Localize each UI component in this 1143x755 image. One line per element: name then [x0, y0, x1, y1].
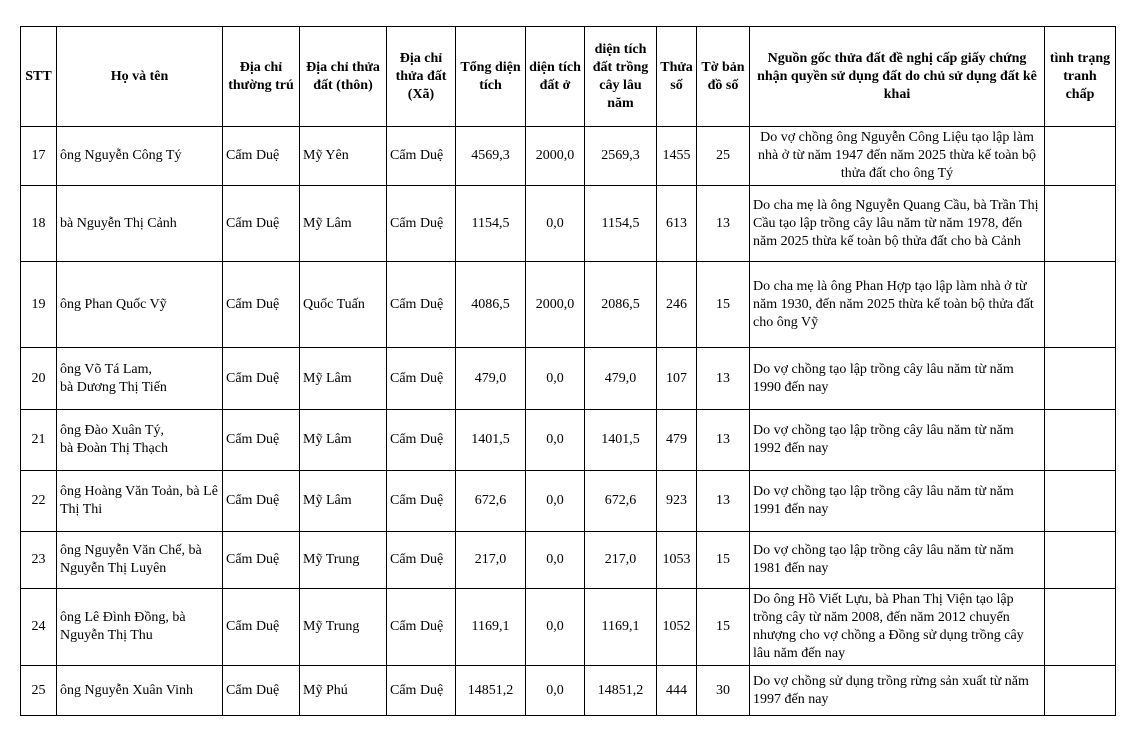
cell-total-area: 217,0: [456, 532, 526, 589]
cell-dispute: [1045, 262, 1116, 348]
cell-map-sheet: 13: [697, 348, 750, 410]
cell-stt: 19: [21, 262, 57, 348]
cell-plot-commune: Cẩm Duệ: [387, 262, 456, 348]
cell-stt: 24: [21, 589, 57, 666]
cell-dispute: [1045, 186, 1116, 262]
land-registration-table: [20, 26, 1116, 716]
cell-plot-number: 444: [657, 666, 697, 716]
cell-name: ông Phan Quốc Vỹ: [57, 262, 223, 348]
cell-residential-area: 0,0: [526, 666, 585, 716]
cell-perennial-area: 2086,5: [585, 262, 657, 348]
cell-total-area: 14851,2: [456, 666, 526, 716]
header-dispute: tình trạng tranh chấp: [1045, 27, 1116, 127]
table-row: [21, 262, 1116, 348]
cell-dispute: [1045, 666, 1116, 716]
cell-dispute: [1045, 348, 1116, 410]
cell-plot-commune: Cẩm Duệ: [387, 410, 456, 471]
cell-dispute: [1045, 471, 1116, 532]
cell-name: ông Nguyễn Văn Chế, bà Nguyễn Thị Luyên: [57, 532, 223, 589]
cell-name: ông Lê Đình Đồng, bà Nguyễn Thị Thu: [57, 589, 223, 666]
cell-plot-village: Mỹ Lâm: [300, 471, 387, 532]
cell-perennial-area: 2569,3: [585, 127, 657, 186]
cell-origin: Do vợ chồng tạo lập trồng cây lâu năm từ năm 1990 đến nay: [750, 348, 1045, 410]
header-perennial-area: diện tích đất trồng cây lâu năm: [585, 27, 657, 127]
cell-dispute: [1045, 410, 1116, 471]
cell-perennial-area: 217,0: [585, 532, 657, 589]
cell-map-sheet: 13: [697, 410, 750, 471]
cell-total-area: 1154,5: [456, 186, 526, 262]
table-row: [21, 532, 1116, 589]
header-total-area: Tổng diện tích: [456, 27, 526, 127]
cell-residence: Cẩm Duệ: [223, 262, 300, 348]
cell-residential-area: 0,0: [526, 186, 585, 262]
cell-perennial-area: 479,0: [585, 348, 657, 410]
cell-residential-area: 0,0: [526, 410, 585, 471]
cell-name: ông Đào Xuân Tý, bà Đoàn Thị Thạch: [57, 410, 223, 471]
cell-plot-number: 246: [657, 262, 697, 348]
cell-plot-number: 1053: [657, 532, 697, 589]
cell-origin: Do vợ chồng tạo lập trồng cây lâu năm từ năm 1981 đến nay: [750, 532, 1045, 589]
cell-residential-area: 0,0: [526, 532, 585, 589]
cell-residence: Cẩm Duệ: [223, 589, 300, 666]
cell-stt: 20: [21, 348, 57, 410]
cell-residence: Cẩm Duệ: [223, 410, 300, 471]
cell-stt: 21: [21, 410, 57, 471]
cell-residential-area: 0,0: [526, 348, 585, 410]
cell-plot-village: Mỹ Lâm: [300, 348, 387, 410]
cell-map-sheet: 30: [697, 666, 750, 716]
cell-stt: 23: [21, 532, 57, 589]
cell-plot-village: Mỹ Lâm: [300, 410, 387, 471]
cell-total-area: 1401,5: [456, 410, 526, 471]
cell-total-area: 479,0: [456, 348, 526, 410]
cell-map-sheet: 15: [697, 589, 750, 666]
cell-plot-commune: Cẩm Duệ: [387, 127, 456, 186]
cell-plot-commune: Cẩm Duệ: [387, 589, 456, 666]
cell-name: ông Hoàng Văn Toản, bà Lê Thị Thi: [57, 471, 223, 532]
header-plot-number: Thửa số: [657, 27, 697, 127]
cell-residential-area: 2000,0: [526, 262, 585, 348]
header-name: Họ và tên: [57, 27, 223, 127]
cell-plot-commune: Cẩm Duệ: [387, 186, 456, 262]
cell-map-sheet: 13: [697, 186, 750, 262]
cell-plot-number: 1052: [657, 589, 697, 666]
table-body: [21, 127, 1116, 716]
cell-dispute: [1045, 532, 1116, 589]
cell-plot-commune: Cẩm Duệ: [387, 348, 456, 410]
cell-stt: 18: [21, 186, 57, 262]
cell-perennial-area: 1154,5: [585, 186, 657, 262]
cell-map-sheet: 15: [697, 532, 750, 589]
cell-plot-village: Mỹ Phú: [300, 666, 387, 716]
cell-stt: 17: [21, 127, 57, 186]
table-row: [21, 589, 1116, 666]
header-plot-village: Địa chỉ thửa đất (thôn): [300, 27, 387, 127]
cell-name: ông Nguyễn Xuân Vinh: [57, 666, 223, 716]
cell-plot-commune: Cẩm Duệ: [387, 532, 456, 589]
cell-total-area: 4569,3: [456, 127, 526, 186]
cell-origin: Do cha mẹ là ông Nguyễn Quang Cầu, bà Trần Thị Cầu tạo lập trồng cây lâu năm từ năm 1978, đến năm 2025 thừa kế toàn bộ thửa đất cho bà Cảnh: [750, 186, 1045, 262]
cell-residence: Cẩm Duệ: [223, 127, 300, 186]
cell-origin: Do vợ chồng tạo lập trồng cây lâu năm từ năm 1991 đến nay: [750, 471, 1045, 532]
cell-name: bà Nguyễn Thị Cảnh: [57, 186, 223, 262]
cell-residential-area: 2000,0: [526, 127, 585, 186]
cell-dispute: [1045, 589, 1116, 666]
cell-residence: Cẩm Duệ: [223, 532, 300, 589]
header-residential-area: diện tích đất ở: [526, 27, 585, 127]
cell-total-area: 1169,1: [456, 589, 526, 666]
cell-residence: Cẩm Duệ: [223, 348, 300, 410]
cell-stt: 22: [21, 471, 57, 532]
cell-perennial-area: 1169,1: [585, 589, 657, 666]
cell-plot-number: 613: [657, 186, 697, 262]
header-plot-commune: Địa chỉ thửa đất (Xã): [387, 27, 456, 127]
cell-residence: Cẩm Duệ: [223, 666, 300, 716]
cell-total-area: 4086,5: [456, 262, 526, 348]
header-map-sheet: Tờ bản đồ số: [697, 27, 750, 127]
cell-map-sheet: 25: [697, 127, 750, 186]
cell-plot-number: 107: [657, 348, 697, 410]
cell-plot-village: Mỹ Yên: [300, 127, 387, 186]
cell-perennial-area: 672,6: [585, 471, 657, 532]
cell-perennial-area: 14851,2: [585, 666, 657, 716]
cell-dispute: [1045, 127, 1116, 186]
table-row: [21, 348, 1116, 410]
cell-plot-village: Mỹ Lâm: [300, 186, 387, 262]
header-origin: Nguồn gốc thửa đất đề nghị cấp giấy chứng nhận quyền sử dụng đất do chủ sử dụng đất kê khai: [750, 27, 1045, 127]
table-row: [21, 186, 1116, 262]
cell-map-sheet: 15: [697, 262, 750, 348]
cell-plot-village: Mỹ Trung: [300, 532, 387, 589]
table-header-row: [21, 27, 1116, 127]
cell-plot-commune: Cẩm Duệ: [387, 471, 456, 532]
cell-plot-number: 479: [657, 410, 697, 471]
cell-residential-area: 0,0: [526, 589, 585, 666]
cell-plot-number: 1455: [657, 127, 697, 186]
cell-plot-village: Mỹ Trung: [300, 589, 387, 666]
cell-perennial-area: 1401,5: [585, 410, 657, 471]
header-stt: STT: [21, 27, 57, 127]
cell-origin: Do vợ chồng sử dụng trồng rừng sản xuất từ năm 1997 đến nay: [750, 666, 1045, 716]
cell-residence: Cẩm Duệ: [223, 471, 300, 532]
cell-origin: Do vợ chồng ông Nguyễn Công Liệu tạo lập làm nhà ở từ năm 1947 đến năm 2025 thừa kế toàn bộ thửa đất cho ông Tý: [750, 127, 1045, 186]
table-row: [21, 410, 1116, 471]
cell-plot-village: Quốc Tuấn: [300, 262, 387, 348]
cell-origin: Do ông Hồ Viết Lựu, bà Phan Thị Viện tạo lập trồng cây từ năm 2008, đến năm 2012 chuyển nhượng cho vợ chồng a Đồng sử dụng trồng cây lâu năm đến nay: [750, 589, 1045, 666]
cell-plot-number: 923: [657, 471, 697, 532]
cell-residential-area: 0,0: [526, 471, 585, 532]
cell-name: ông Nguyễn Công Tý: [57, 127, 223, 186]
table-row: [21, 127, 1116, 186]
cell-origin: Do vợ chồng tạo lập trồng cây lâu năm từ năm 1992 đến nay: [750, 410, 1045, 471]
table-row: [21, 471, 1116, 532]
header-residence: Địa chỉ thường trú: [223, 27, 300, 127]
table-row: [21, 666, 1116, 716]
cell-origin: Do cha mẹ là ông Phan Hợp tạo lập làm nhà ở từ năm 1930, đến năm 2025 thừa kế toàn bộ thửa đất cho ông Vỹ: [750, 262, 1045, 348]
cell-stt: 25: [21, 666, 57, 716]
cell-name: ông Võ Tá Lam, bà Dương Thị Tiến: [57, 348, 223, 410]
cell-total-area: 672,6: [456, 471, 526, 532]
cell-plot-commune: Cẩm Duệ: [387, 666, 456, 716]
cell-residence: Cẩm Duệ: [223, 186, 300, 262]
cell-map-sheet: 13: [697, 471, 750, 532]
